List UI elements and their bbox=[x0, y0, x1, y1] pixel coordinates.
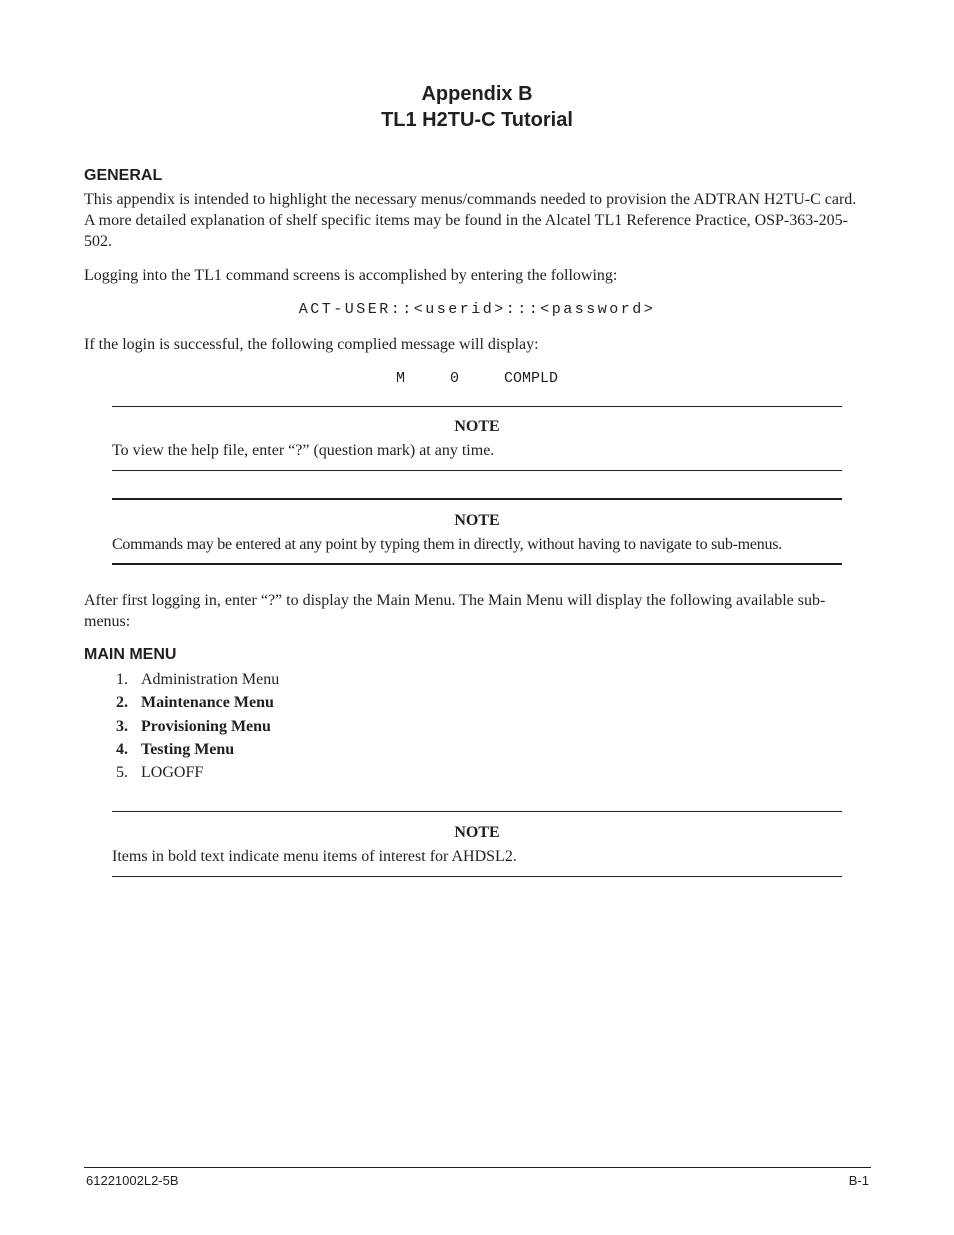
menu-item-number: 5. bbox=[116, 764, 128, 782]
menu-item-maintenance bbox=[116, 691, 279, 714]
footer-rule bbox=[84, 1167, 871, 1168]
note-rule-top bbox=[112, 406, 842, 407]
main-menu-list bbox=[116, 668, 279, 784]
menu-item-logoff bbox=[116, 761, 279, 784]
general-intro-paragraph: This appendix is intended to highlight the necessary menus/commands needed to provision the ADTRAN H2TU-C card. A more detailed explanation of shelf specific items may be found in the Alcatel TL1 Reference Practice, OSP-363-205-502. bbox=[84, 191, 857, 250]
menu-item-label: Provisioning Menu bbox=[141, 717, 271, 735]
note-text: To view the help file, enter “?” (question mark) at any time. bbox=[112, 442, 495, 459]
note-rule-top bbox=[112, 811, 842, 812]
footer-doc-number: 61221002L2-5B bbox=[86, 1173, 179, 1188]
menu-item-administration bbox=[116, 668, 279, 691]
note-label: NOTE bbox=[454, 824, 500, 841]
note-text: Items in bold text indicate menu items of interest for AHDSL2. bbox=[112, 848, 517, 865]
login-instructions: Logging into the TL1 command screens is accomplished by entering the following: bbox=[84, 267, 618, 284]
note-rule-bottom bbox=[112, 563, 842, 565]
main-menu-heading: MAIN MENU bbox=[84, 646, 177, 663]
note-rule-bottom bbox=[112, 876, 842, 877]
appendix-title: Appendix B bbox=[421, 83, 533, 105]
menu-item-label: Administration Menu bbox=[141, 671, 280, 688]
footer-page-number: B-1 bbox=[848, 1173, 869, 1188]
note-rule-bottom bbox=[112, 470, 842, 471]
note-label: NOTE bbox=[454, 418, 500, 435]
note-rule-top bbox=[112, 498, 842, 500]
note-label: NOTE bbox=[454, 512, 500, 529]
menu-item-provisioning bbox=[116, 715, 279, 738]
main-menu-intro: After first logging in, enter “?” to display the Main Menu. The Main Menu will display the following available sub-menus: bbox=[84, 592, 826, 630]
menu-item-number: 1. bbox=[116, 671, 128, 688]
compld-message: M 0 COMPLD bbox=[395, 370, 559, 387]
menu-item-number: 4. bbox=[116, 740, 128, 758]
note-text: Commands may be entered at any point by typing them in directly, without having to navigate to sub-menus. bbox=[112, 536, 782, 553]
menu-item-number: 3. bbox=[116, 717, 128, 735]
menu-item-testing bbox=[116, 738, 279, 761]
menu-item-label: LOGOFF bbox=[141, 764, 204, 782]
appendix-subtitle: TL1 H2TU-C Tutorial bbox=[381, 109, 573, 131]
general-heading: GENERAL bbox=[84, 167, 163, 184]
login-success-text: If the login is successful, the following complied message will display: bbox=[84, 336, 539, 353]
login-command: ACT-USER::<userid>:::<password> bbox=[298, 301, 656, 318]
menu-item-label: Maintenance Menu bbox=[141, 694, 274, 712]
menu-item-label: Testing Menu bbox=[141, 740, 235, 758]
menu-item-number: 2. bbox=[116, 694, 128, 712]
